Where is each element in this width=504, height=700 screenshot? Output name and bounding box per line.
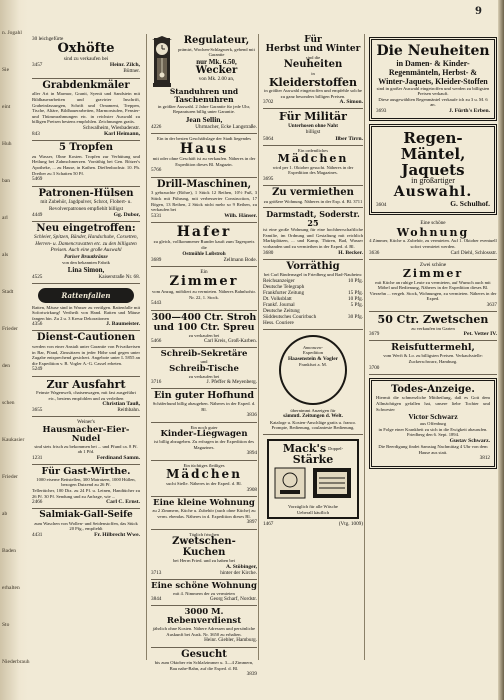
ad-body: jährlich ohne Kosten. Nähere Adressen und persönliche Auskunft bei Ausk. Nr. 3650 zu erhalten.	[152, 626, 256, 637]
ad-zwetschen	[369, 312, 497, 341]
ad-body: Ueberall käuflich	[296, 509, 329, 515]
ad-number: 5766	[151, 167, 162, 174]
ad-number: 3604	[376, 202, 387, 209]
ad-title: Zur Ausfahrt	[46, 377, 126, 391]
ad-title: Dienst-Cautionen	[36, 332, 136, 344]
ad-militaer	[263, 109, 363, 145]
ad-regulateur	[151, 34, 257, 134]
ad-lead: sind die	[305, 54, 321, 60]
ad-body: mit Zubehör, Jagdpulver, Schrot, Flobert- u. Revolverpatronen empfiehlt billigst	[40, 199, 132, 212]
ad-lead: Ein tüchtiges fleißiges	[183, 462, 225, 468]
ad-lead: Ein	[200, 268, 208, 275]
ad-lead: Zwei schöne	[419, 261, 447, 268]
ad-signer: Wilh. Hänser.	[224, 212, 257, 219]
ad-title: Neuheiten	[283, 59, 343, 71]
ad-signer: Ilber Tirrn.	[335, 135, 363, 142]
ad-body: Schleier, Spitzen, Bänder, Handschuhe, Corsetten, Herren- u. Damencravatten etc. zu den billigsten Preisen. Auch eine große Auswahl	[34, 234, 138, 254]
ad-signer: Christian Tauß,	[102, 401, 140, 408]
ad-signer: J. Baumeister.	[106, 321, 140, 328]
price-item-name: Süddeutsches Courirbuch	[263, 313, 317, 320]
ad-annoncen-expedition	[263, 330, 363, 435]
ad-body: zum Waschen von Wollen- und Seidenstoffen, das Stück 20 Pfg., empfiehlt	[34, 520, 138, 532]
brand-logo-text: Mack's	[282, 441, 327, 455]
spine-word: den	[2, 363, 10, 369]
ad-title: Zu vermiethen	[272, 187, 354, 199]
ad-signer-sub: hinter der Kirche.	[220, 569, 257, 576]
ad-title: Herbst und Winter	[265, 44, 361, 55]
spine-word: erhalten	[2, 585, 20, 591]
ad-number: 3689	[151, 256, 162, 263]
ad-number: 3897	[246, 519, 257, 526]
ad-signer: A. Simon.	[339, 99, 363, 106]
ad-title: Patronen-Hülsen	[38, 187, 134, 199]
ad-number: 5331	[151, 212, 162, 219]
price-item-value: 10 Pfg.	[348, 277, 363, 284]
ad-body: sucht Stelle. Näheres in der Exped. d. Bl.	[166, 481, 242, 487]
ad-body: sind stets frisch zu bekommen bei ... und Pfund ca. 8 Pf. ab 1 Pfd.	[34, 443, 138, 455]
ad-body: 3 gebrauchte (Röhre), 1 Stück 12 Reihen, 10½ Fuß, 3 Stück mit Führung, mit verbesserter Construction, 17 Bögen, 13 Reihen, 2 Stück nicht mehr so 9 Reihen, zu verkaufen bei	[151, 190, 257, 213]
spine-word: ban	[2, 178, 10, 184]
ad-number: 843	[32, 131, 40, 138]
price-item-value: 10 Pfg.	[348, 295, 363, 302]
ad-dienst-cautionen	[32, 331, 140, 376]
ad-number: 3836	[246, 412, 257, 419]
spine-word: Frieder	[2, 474, 18, 480]
ad-title: Gesucht	[181, 648, 227, 660]
ad-neuheiten-kleiderstoffe	[263, 34, 363, 109]
ad-body: zu größere Wohnung. Näheres in der Exp. d. Bl. 3711	[263, 198, 363, 204]
ad-signer: Karl Heimann,	[103, 131, 140, 138]
ad-title: Hausmacher-Eier-Nudel	[42, 424, 130, 444]
ad-number: 3637	[486, 301, 497, 308]
ad-body: von den bekannten Fabrik	[62, 260, 110, 266]
ad-number: 3655	[32, 407, 43, 414]
ad-title: Kleiderstoffen	[268, 75, 358, 89]
ad-number: 3695	[263, 175, 274, 182]
ad-banner: Rattenfallen	[38, 288, 134, 303]
ad-title: 300—400 Ctr. Stroh und 100 Ctr. Spreu	[151, 311, 257, 333]
ad-schoene-wohnung	[151, 580, 257, 607]
ad-title: Für	[304, 35, 322, 45]
ad-body: wird per 1. Oktober gesucht. Näheres in der Expedition des Magazines.	[272, 164, 354, 176]
ad-number: 4356	[32, 321, 43, 328]
price-item-name: Frankf. Journal	[263, 301, 295, 308]
ad-body: bis zum Oktober ein Schlafzimmer u. 3—4 Zimmern, Bau nahe-Bahn, auf die Exped. d. Bl.	[154, 660, 254, 671]
ad-body: in größter Auswahl. 2 Jahre Garantie für jede Uhr, Reparaturen billig unter Garantie.	[157, 103, 251, 115]
ad-signer: Gustav Schwarz.	[449, 438, 490, 445]
ad-neu-eingetroffen	[32, 222, 140, 284]
ad-title: Mädchen	[166, 467, 242, 482]
ad-number: 4226	[151, 123, 162, 130]
spine-word: Huh	[2, 141, 12, 147]
ad-salmiak	[32, 509, 140, 541]
ad-title: Für Gast-Wirthe.	[41, 465, 131, 477]
price-row	[263, 320, 363, 326]
ad-title: Auswahl.	[393, 183, 473, 200]
ad-body: Hiermit die schmerzliche Mittheilung, daß es Gott dem Allmächtigen gefallen hat, unsere liebe Tochter und Schwester	[376, 395, 490, 412]
ad-number: 5249	[32, 366, 43, 373]
ad-regen-maentel	[369, 124, 497, 215]
ad-body: Vorzüglich für alle Wäsche	[288, 504, 338, 510]
ad-number: 3693	[376, 108, 387, 115]
spine-word: Sto	[2, 622, 10, 628]
ad-title: Vorräthig	[286, 260, 340, 272]
price-item-name: Deutsche Zeitung	[263, 307, 300, 314]
ad-body: 1000 eiserne Bettstellen, 300 Matratzen, 1000 Hüllen, bezogen Dutzend zu 26 Pf.	[36, 476, 136, 488]
price-item-value: 15 Pfg.	[348, 289, 363, 296]
ad-body: zu Wasser, Ohne Kosten. Tropfen zur Verhütung und Heilung bei Zahnschmerzen. Vorräthig bei Gen. Bötzer's Apotheke, ... zu Hause, in Kathen. Dieffenbachstr. 10. Ph. Dreiber zu 3 Schatten 50 Pf.	[32, 153, 140, 176]
ad-number: 4525	[32, 273, 43, 280]
ad-nudeln	[32, 417, 140, 464]
footer-number: (Vtg. 1009)	[338, 521, 363, 528]
ad-haus	[151, 134, 257, 178]
ad-drill-maschinen	[151, 178, 257, 223]
ad-title: Neu eingetroffen:	[36, 222, 136, 234]
ad-title: Todes-Anzeige.	[391, 383, 475, 395]
ad-lead: Eine schöne	[420, 220, 446, 227]
ad-body: Ratten, Mäuse sind in Wasser zu vertilgen. Rattenfalle mit Sofortwirkung! Vertheilt von Hand. Ratten und Mäuse fangen hin. Zu 2 u. 3 Kreuz Dekorationen	[32, 304, 140, 321]
ad-title: Grabdenkmäler	[42, 79, 130, 91]
ad-title: Schreib-Tische	[169, 363, 239, 374]
page-number: 9	[475, 6, 482, 17]
ad-body: zu verkaufen bei	[188, 332, 220, 338]
ad-body: Kataloge u. Kosten-Anschläge gratis u. franco.	[269, 419, 357, 425]
ad-number: 4431	[32, 531, 43, 538]
ad-title: Schreib-Sekretäre	[160, 349, 248, 360]
column-2	[146, 34, 257, 678]
ad-signer: Heinr. Zilch,	[109, 62, 140, 69]
ad-die-neuheiten	[369, 37, 497, 121]
ad-number: 3713	[151, 569, 162, 576]
spine-word: n. Jogahl	[2, 30, 22, 36]
ad-subtitle: Wecker	[195, 64, 238, 76]
ad-body: mit oder ohne Geschäft ist zu verkaufen. Näheres in der Expedition dieses Bl. Magazin.	[152, 156, 256, 167]
ad-title: Haus	[179, 140, 229, 157]
ad-title: Wohnung	[396, 225, 470, 239]
ad-title: Salmiak-Gall-Seife	[39, 510, 133, 521]
ad-number: 3844	[151, 596, 162, 603]
ad-title: 50 Ctr. Zwetschen	[377, 313, 489, 327]
ad-body: aller Art in Marmor, Granit, Syenit und Sandstein mit Bildhauerarbeiten und gravirter Inschrift, Grabeinfassungen, Schrift und Ornament, Treppen, Tische, Altäre, Bildhauerarbeiten, Marmorstufen, Fenster- und Thürumrahmungen etc. in reichster Auswahl zu billigen Preisen bestens empfohlen. Zeichnungen gratis.	[32, 91, 140, 125]
ad-title: Darmstadt, Soderstr. 25	[266, 209, 360, 228]
ad-title: Eine schöne Wohnung	[151, 580, 257, 591]
ad-signer-sub: Uhrmacher, Ecke Langstraße.	[195, 123, 257, 130]
column-3	[258, 34, 363, 660]
ad-title: Mäntel,	[400, 144, 466, 163]
page-edge	[498, 0, 504, 700]
ad-title: Zimmer	[402, 266, 464, 280]
spine-text	[2, 0, 30, 666]
ad-title: 3000 M. Rebenverdienst	[166, 607, 242, 627]
ad-signer: Gg. Dubor,	[113, 211, 140, 218]
spine-word: ab	[2, 511, 8, 517]
ad-number: 3894	[246, 450, 257, 457]
ad-macks-staerke	[263, 435, 363, 530]
ad-body: Unterhosen ohne Naht	[288, 122, 338, 129]
price-item-name: Hess. Couriere	[263, 319, 294, 326]
ad-number: 3702	[263, 99, 274, 106]
ad-maedchen	[151, 461, 257, 497]
ad-body: in größter Auswahl eingetroffen und empfehle solche zu ganz besonders billigen Preisen.	[264, 88, 362, 99]
ad-body: prämirt, Wochen-Schlagwerk, gehend mit Garantie	[178, 46, 255, 58]
ad-tropfen	[32, 141, 140, 186]
ad-body: zu verkaufen im Garten	[411, 325, 455, 331]
spine-word: eint	[2, 104, 11, 110]
ad-subtitle: Pariser Brautkränze	[64, 253, 108, 260]
ad-signer: Fr. Hilbrecht Wwe.	[94, 531, 140, 538]
ad-rattenfalle	[32, 284, 140, 332]
ad-body: in Damen- & Kinder-Regenmänteln, Herbst- & Winter-Jaquets, Kleider-Stoffen	[378, 58, 488, 86]
ad-number: 2466	[32, 499, 43, 506]
ad-patronen	[32, 187, 140, 222]
ad-title: Regen-	[403, 129, 463, 148]
price-item-name: Reichsanzeiger	[263, 277, 295, 284]
ad-body: und	[200, 359, 208, 365]
ad-number: 5443	[151, 300, 162, 307]
ad-subtitle: in großartiger	[411, 176, 455, 186]
ad-kleine-wohnung	[151, 497, 257, 530]
ad-body: in Folge einer Krankheit zu sich in die Ewigkeit abzurufen.	[378, 426, 488, 432]
ad-schoene-wohnung	[369, 218, 497, 259]
ad-zu-vermiethen	[263, 186, 363, 208]
ad-body: ist eine große Wohnung für eine hochherrschaftliche Familie, im Ordnung und Gestaltung mit reichlich Marktplätzen, ... und Kamp, Thüren, Bad, Wasser vorhanden und zu vermiethen in der Exped. d. Bl.	[263, 227, 363, 250]
ad-number: 3700	[369, 364, 380, 371]
ad-title: Stärke	[292, 453, 334, 467]
ad-lead: 30 leichgefürte	[32, 36, 64, 42]
price-item-name: Deutsche Telegraph	[263, 283, 305, 290]
ad-body: Die Beerdigung findet Samstag Nachmittag 4 Uhr von dem Hause aus statt.	[378, 444, 488, 455]
ad-hafer	[151, 223, 257, 267]
spine-word: als	[2, 252, 9, 258]
ad-title: Hafer	[176, 223, 232, 240]
ad-body: Feinste Wagenwelt, chaisenwagen, mit fast ausgeführt etc., bestens empfohlen und zu verleihen	[36, 390, 136, 401]
ad-title: Ein guter Hofhund	[153, 390, 255, 402]
ad-subtitle: Expedition	[302, 350, 324, 356]
clock-illustration-icon	[151, 36, 173, 88]
ad-signer: H. Becker.	[338, 249, 363, 256]
brand-subtitle: Doppel-	[328, 445, 344, 451]
ad-signer: Georg Scharf, Nordstr.	[209, 596, 257, 603]
ad-title: 5 Tropfen	[58, 142, 114, 154]
ad-body: 4 Zimmer, Küche u. Zubehör, zu vermieten. Auf 1. Oktober eventuell sofort vermietet werden.	[369, 238, 497, 249]
ad-schreib-sekretaere	[151, 348, 257, 389]
starch-box-illustration-icon	[273, 466, 353, 500]
ad-title: Zwetschen-Kuchen	[172, 536, 236, 558]
ad-signer: Jean Sellin,	[185, 114, 223, 124]
column-4	[364, 34, 497, 660]
ad-body: zu verkaufen bei	[188, 373, 220, 379]
ad-signer: Pet. Vetter IV.	[463, 331, 497, 338]
ad-body: zu gleich, vollkommener Runder kauft zum Tagespreis die	[153, 239, 255, 250]
ad-title: Jaquets	[401, 160, 465, 179]
ad-number: 3839	[246, 671, 257, 678]
annoncen-oval-frame	[279, 335, 347, 405]
ad-signer: Carl Kreis, Groß-Karben.	[203, 338, 257, 345]
ad-body: aus Offenburg	[419, 421, 447, 427]
ad-zwetschen-kuchen	[151, 530, 257, 580]
ad-body: Diese ausgewählten Regenmäntel verkaufe ich zu 3 u. M. 6 an.	[378, 96, 488, 108]
ad-signer: Zellmann Bode.	[223, 256, 257, 263]
ad-number: 1231	[32, 454, 43, 461]
ad-body: sind zu verkaufen bei	[63, 56, 109, 63]
ad-body: Tellertücher, 100 Dtz. zu 24 Pf. u. Leinen, Handtücher zu 26 Pf. 30 Pf. Sendung und zu Anfrage, wie ...	[32, 488, 140, 499]
ad-kinder-liegwagen	[151, 423, 257, 461]
ad-body: bei Herrn Fried. und zu haben bei	[173, 558, 235, 564]
ad-body: übernimmt Anzeigen für	[290, 407, 336, 413]
deceased-name: Victor Schwarz	[408, 412, 458, 422]
ad-title: Kinder-Liegwagen	[160, 429, 248, 440]
ad-title: Haasenstein & Vogler	[287, 355, 338, 362]
ad-price: nur Mk. 6.50,	[196, 57, 237, 66]
ad-signer: J. Pfeffer & Meyenberg.	[206, 379, 257, 386]
ad-body: vom Anzug, möbliert zu vermieten. Näheres Bahnhofstr. Nr. 22, 1. Stock.	[152, 289, 256, 300]
ad-signer: A. Stöbinger,	[225, 563, 257, 570]
ad-lead: Annoncen-	[303, 344, 323, 350]
spine-word: Sie	[2, 67, 10, 73]
ad-city: Frankfurt a. M.	[298, 361, 328, 367]
ad-todes-anzeige	[369, 378, 497, 469]
spine-word: Kaukasier	[2, 437, 25, 443]
ad-signer-sub: Reithbahn.	[117, 407, 140, 414]
ad-lead: Weiner's	[77, 419, 95, 426]
ad-darmstadt	[263, 208, 363, 259]
ad-grabdenkmaeler	[32, 79, 140, 141]
ad-number: 3812	[479, 455, 490, 462]
ad-oxhoefte	[32, 34, 140, 79]
ad-number: 3679	[369, 331, 380, 338]
ad-lead: Ein noch guter	[190, 424, 218, 430]
ad-gesucht	[151, 648, 257, 681]
ad-body: zu 2 Zimmern, Küche u. Zubehör (auch ohne Küche) zu verm. ebendas. Näheres in d. Expedition dieses Bl.	[152, 507, 256, 519]
price-item-name: Dt. Volksblatt	[263, 295, 292, 302]
spine-word: Frieder	[2, 326, 18, 332]
ad-signer: Heinr. Giebler, Hamburg.	[204, 637, 257, 644]
ad-number: 3636	[369, 249, 380, 256]
ad-number: 3908	[246, 486, 257, 493]
ad-title: Mädchen	[277, 152, 349, 166]
ad-signer: Ferdinand Samm.	[96, 454, 140, 461]
ad-signer: J. Fürth's Erben.	[448, 108, 490, 115]
ad-body: ist billig abzugeben. Zu erfragen in der Expedition des Magazines.	[153, 439, 255, 450]
ad-rebenverdienst	[151, 606, 257, 647]
ad-body: von Mk. 2.00 an,	[198, 76, 235, 83]
ad-signer: Carl Diehl, Schlossstr.	[450, 249, 497, 256]
ad-title: Regulateur,	[183, 35, 250, 46]
ad-number: 5064	[263, 135, 274, 142]
column-1	[32, 34, 140, 660]
price-item-name: Frankfurter Zeitung	[263, 289, 305, 296]
ad-number: 5469	[32, 176, 43, 183]
spine-word: Baden	[2, 548, 17, 554]
ad-title: Reisfuttermehl,	[391, 342, 475, 354]
ad-body: billigst	[305, 129, 321, 136]
ad-body: Vierzehn ... vergeb. Stock, Wohnungen, zu vermieten. Näheres in der Exped.	[369, 290, 497, 302]
ad-title: Drill-Maschinen,	[156, 178, 252, 190]
ad-title: Eine kleine Wohnung	[153, 498, 255, 509]
ad-signer: Carl C. Ernst.	[106, 499, 140, 506]
ad-stroh	[151, 311, 257, 349]
ad-body: sämmtl. Zeitungen d. Welt.	[283, 413, 343, 420]
spine-word: Niederbrauh	[2, 659, 30, 665]
ad-body: mit 4. Nimmern der zu vermieten	[173, 590, 235, 596]
ad-hofhund	[151, 389, 257, 423]
price-item-value: 30 Pfg.	[348, 313, 363, 320]
ad-body: bei Carl Bindernagel in Friedberg und Bad-Nauheim:	[263, 272, 363, 278]
ad-signer-sub: Kaiserstraße Nr. 68.	[98, 273, 140, 280]
ad-columns	[32, 34, 496, 694]
ad-zur-ausfahrt	[32, 377, 140, 418]
ad-number: 3680	[263, 249, 274, 256]
ad-lead: Täglich frischen	[189, 531, 219, 537]
ad-lead: Ein ordentliches	[298, 147, 328, 153]
ad-subtitle: Standuhren und Taschenuhren	[169, 87, 239, 104]
ad-signer-sub: Büttner.	[123, 68, 140, 75]
ad-zimmer	[151, 267, 257, 311]
ad-signer: Lina Simon,	[67, 265, 105, 274]
ad-date: Friedberg den 6. Sept. 1894.	[406, 432, 460, 438]
ad-body: mit Küche an ruhige Leute zu vermieten, auf Wunsch auch mit Möbel und Bedienung, Näheres in der Expedition dieses Bl.	[375, 279, 491, 291]
ad-gastwirthe	[32, 465, 140, 509]
ad-body: sind in großer Auswahl eingetroffen und werden zu billigsten Preisen verkauft.	[376, 85, 490, 97]
ad-number: 4449	[32, 211, 43, 218]
ad-title: Oxhöfte	[57, 41, 115, 57]
ad-zwei-zimmer	[369, 260, 497, 313]
ad-reisfuttermehl	[369, 341, 497, 375]
ad-body: werden von einer Anstalt unter Garantie von Privatkreisen in Bar, Pfand, Zinssätzen in jeder Höhe und gegen unter Zugabe entsprechend gesichert. Angebote unter L 5855 an die Expedition v. B. Vogler A.-G. Cassel erbeten.	[32, 343, 140, 366]
ad-number: 5466	[151, 338, 162, 345]
ad-number: 3716	[151, 379, 162, 386]
ad-vorraethig	[263, 260, 363, 330]
ad-title: Zimmer	[169, 274, 239, 290]
price-item-value: 5 Pfg.	[350, 301, 363, 308]
spine-word: schen	[2, 400, 15, 406]
ad-number: 3457	[32, 62, 43, 69]
page-spine-margin	[0, 0, 28, 700]
spine-word: arl	[2, 215, 8, 221]
ad-signer: G. Schulhof.	[450, 199, 490, 209]
price-list	[263, 278, 363, 326]
ad-body: vom Werft & Lo. zu billigsten Preisen. Verkaufsstelle: Zuckerschwarz, Hamburg.	[383, 353, 483, 364]
ad-signer-sub: Schwalheim, Wiesbadenstr.	[82, 124, 140, 131]
spine-word: Stadt	[2, 289, 14, 295]
ad-maedchen-gesucht	[263, 146, 363, 187]
ad-lead: Ein in der besten Geschäftslage der Stadt liegendes	[156, 135, 251, 141]
ad-body: Schäferhund billig abzugeben. Näheres in der Exped. d. Bl.	[152, 401, 256, 412]
ad-lead: in	[311, 70, 315, 76]
ad-body: Prompte, Bedienung, coulanteste Bedienung.	[271, 425, 355, 431]
ad-number: 1467	[263, 521, 274, 528]
ad-body: Ostmühle Loßstroh	[182, 250, 226, 257]
ad-title: Die Neuheiten	[376, 43, 490, 59]
ad-title: Für Militär	[279, 110, 347, 124]
